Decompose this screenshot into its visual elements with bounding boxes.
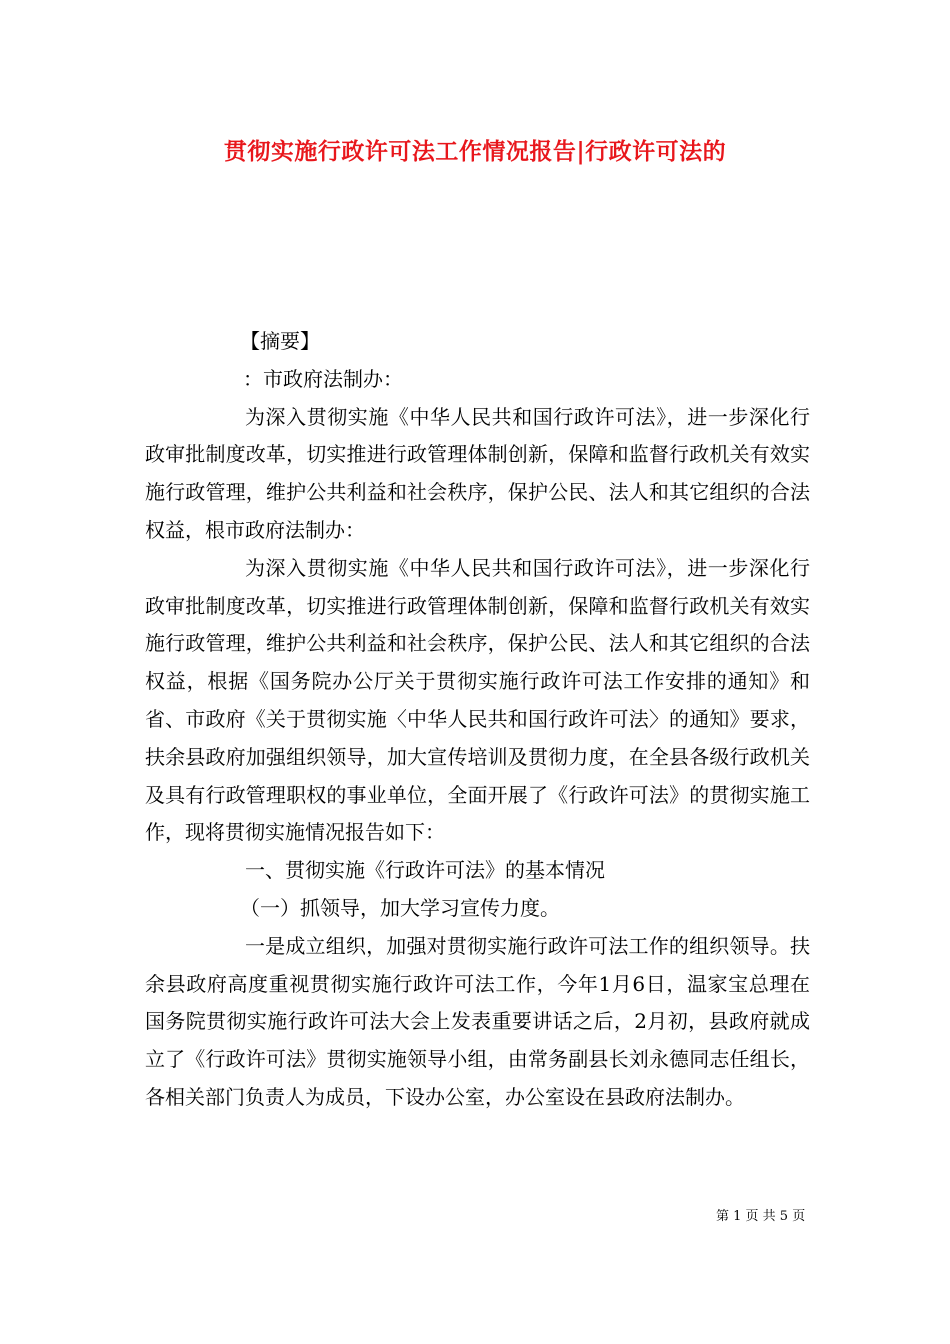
page-number-footer: 第 1 页 共 5 页 — [716, 1209, 806, 1224]
from-line: ：市政府法制办： — [243, 366, 403, 391]
section-heading: 一、贯彻实施《行政许可法》的基本情况 — [245, 858, 605, 883]
abstract-label: 【摘要】 — [240, 329, 320, 353]
paragraph-2: 为深入贯彻实施《中华人民共和国行政许可法》，进一步深化行政审批制度改革，切实推进行政管理体制创新，保障和监督行政机关有效实施行政管理，维护公共利益和社会秩序，保护公民、法人和其它组织的合法权益，根据《国务院办公厅关于贯彻实施行政许可法工作安排的通知》和省、市政府《关于贯彻实施〈中华人民共和国行政许可法〉的通知》要求，扶余县政府加强组织领导，加大宣传培训及贯彻力度，在全县各级行政机关及具有行政管理职权的事业单位，全面开展了《行政许可法》的贯彻实施工作，现将贯彻实施情况报告如下： — [145, 555, 810, 845]
paragraph-3: 一是成立组织，加强对贯彻实施行政许可法工作的组织领导。扶余县政府高度重视贯彻实施行政许可法工作，今年1月6日，温家宝总理在国务院贯彻实施行政许可法大会上发表重要讲话之后，2月初，县政府就成立了《行政许可法》贯彻实施领导小组，由常务副县长刘永德同志任组长，各相关部门负责人为成员，下设办公室，办公室设在县政府法制办。 — [145, 933, 810, 1109]
subsection-heading: （一）抓领导，加大学习宣传力度。 — [240, 895, 560, 920]
document-body — [145, 323, 810, 1117]
document-title: 贯彻实施行政许可法工作情况报告|行政许可法的 — [223, 138, 727, 165]
paragraph-1: 为深入贯彻实施《中华人民共和国行政许可法》，进一步深化行政审批制度改革，切实推进行政管理体制创新，保障和监督行政机关有效实施行政管理，维护公共利益和社会秩序，保护公民、法人和其它组织的合法权益，根市政府法制办： — [145, 404, 810, 542]
